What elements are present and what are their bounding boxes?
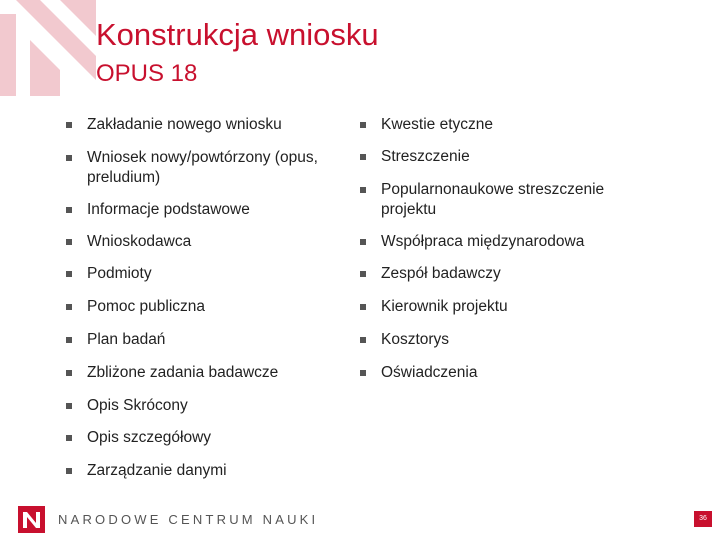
footer-org-name: NARODOWE CENTRUM NAUKI [58,512,319,527]
bullet-icon [360,122,366,128]
bullet-icon [360,239,366,245]
page-number-badge: 36 [694,511,712,527]
bullet-icon [66,370,72,376]
bullet-icon [360,187,366,193]
page-title: Konstrukcja wniosku [96,17,379,52]
list-item: Popularnonaukowe streszczenie projektu [360,180,640,220]
bullet-icon [360,271,366,277]
bullet-icon [360,370,366,376]
ncn-logo-icon [0,0,96,96]
bullet-icon [66,207,72,213]
list-item: Zbliżone zadania badawcze [66,363,336,383]
list-item: Podmioty [66,264,336,284]
list-item: Opis Skrócony [66,396,336,416]
list-item: Zarządzanie danymi [66,461,336,481]
bullet-icon [66,468,72,474]
list-item: Pomoc publiczna [66,297,336,317]
list-item: Kwestie etyczne [360,115,660,135]
list-item: Wniosek nowy/powtórzony (opus, preludium) [66,148,352,188]
list-item: Streszczenie [360,147,660,167]
list-item: Kierownik projektu [360,297,660,317]
list-item: Opis szczegółowy [66,428,336,448]
bullet-icon [66,304,72,310]
list-item: Kosztorys [360,330,660,350]
list-item: Wnioskodawca [66,232,336,252]
bullet-icon [66,403,72,409]
list-item: Współpraca międzynarodowa [360,232,660,252]
list-item: Zakładanie nowego wniosku [66,115,336,135]
list-item: Plan badań [66,330,336,350]
bullet-icon [360,154,366,160]
bullet-icon [66,435,72,441]
bullet-icon [66,155,72,161]
bullet-icon [66,239,72,245]
list-item: Informacje podstawowe [66,200,336,220]
bullet-icon [66,122,72,128]
bullet-icon [360,304,366,310]
bullet-icon [360,337,366,343]
list-item: Zespół badawczy [360,264,660,284]
ncn-small-logo-icon [18,506,45,533]
list-item: Oświadczenia [360,363,660,383]
page-subtitle: OPUS 18 [96,60,198,87]
bullet-icon [66,271,72,277]
bullet-icon [66,337,72,343]
